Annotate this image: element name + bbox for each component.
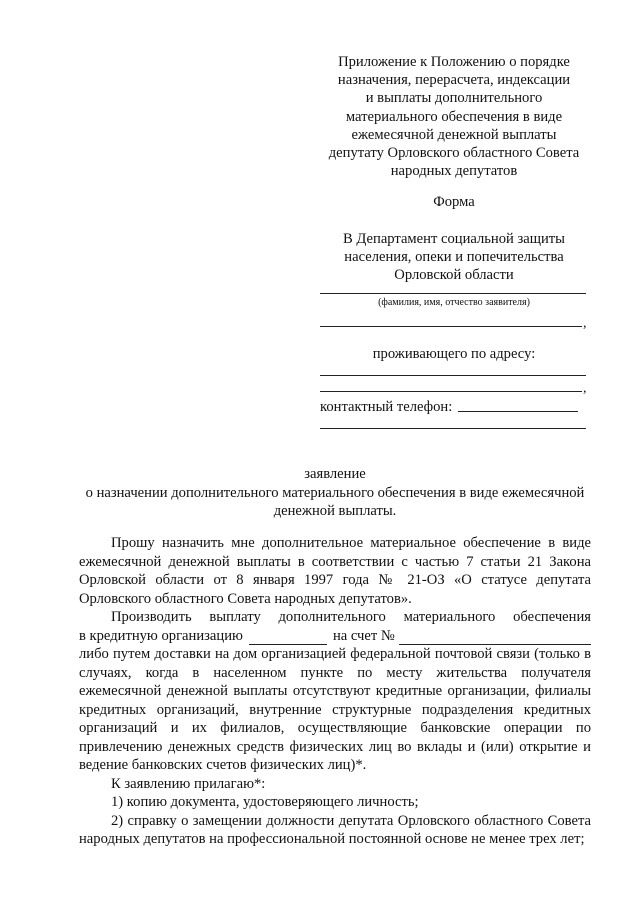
attachment-item-2: 2) справку о замещении должности депутата Орловского областного Совета народных депутатов на профессиональной постоянной основе не менее трех лет; [79,812,591,847]
statement-word: заявление [304,466,366,482]
credit-org-label: в кредитную организацию [79,627,243,644]
addressee-block [318,230,590,285]
attachments-intro: К заявлению прилагаю*: [111,775,266,792]
fio-caption: (фамилия, имя, отчество заявителя) [378,297,530,308]
address-comma: , [583,381,587,396]
phone-label: контактный телефон: [320,399,453,415]
annex-line: и выплаты дополнительного [365,90,543,107]
addressee-line: В Департамент социальной защиты [343,231,565,247]
statement-subject-line-1: о назначении дополнительного материального обеспечения в виде ежемесячной [85,484,585,501]
annex-line: Приложение к Положению о порядке [338,54,570,70]
address-label: проживающего по адресу: [372,346,536,362]
fio-line[interactable] [320,293,586,294]
annex-line: назначения, перерасчета, индексации [337,72,571,89]
phone-line[interactable] [458,411,578,412]
statement-body [79,534,591,849]
addressee-line: Орловской области [394,267,514,284]
attachment-item-1: 1) копию документа, удостоверяющего личность; [111,794,419,810]
annex-header [318,53,590,180]
address-line-2[interactable] [320,391,582,392]
annex-line: депутату Орловского областного Совета [328,145,580,162]
fio-comma: , [583,316,587,331]
annex-line: народных депутатов [390,163,518,180]
statement-subject-line-2: денежной выплаты. [273,503,397,519]
credit-org-field[interactable] [249,631,327,645]
fio-line-2[interactable] [320,326,582,327]
phone-line-2[interactable] [320,428,586,429]
annex-line: материального обеспечения в виде [345,108,563,125]
account-field[interactable] [399,631,591,645]
paragraph-payment-rest: либо путем доставки на дом организацией федеральной почтовой связи (только в случаях, когда в населенном пункте по месту жительства получателя ежемесячной денежной выплаты отсутствуют кредитные организации, филиалы кредитных организаций, внутренние структурные подразделения кредитных организаций и их филиалов, осуществляющие банковские операции по привлечению денежных средств физических лиц во вклады и (или) открытие и ведение банковских счетов физических лиц)*. [79,646,591,773]
statement-title [79,465,591,521]
paragraph-request: Прошу назначить мне дополнительное материальное обеспечение в виде ежемесячной денежной выплаты в соответствии с частью 7 статьи 21 Закона Орловской области от 8 января 1997 года № 21-ОЗ «О статусе депутата Орловского областного Совета народных депутатов». [79,535,591,607]
form-label: Форма [433,194,475,210]
addressee-line: населения, опеки и попечительства [344,249,564,266]
annex-line: ежемесячной денежной выплаты [351,126,557,143]
payment-details-row [79,627,591,646]
address-line-1[interactable] [320,375,586,376]
paragraph-payment-line1: Производить выплату дополнительного материального обеспечения [111,609,591,625]
account-label: на счет № [332,627,395,644]
